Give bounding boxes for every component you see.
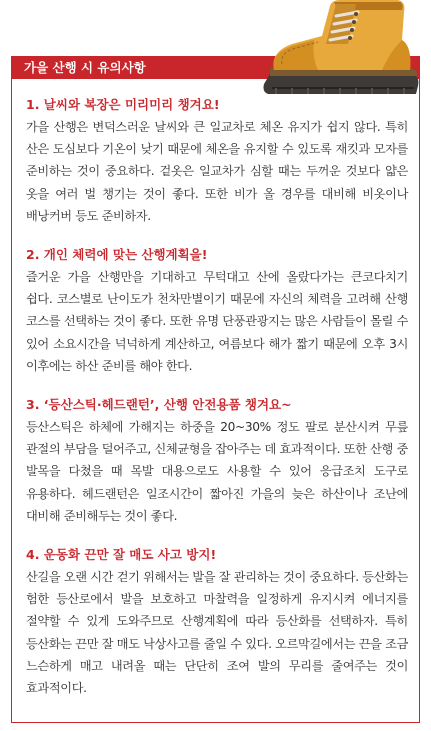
card-title: 가을 산행 시 유의사항: [12, 57, 419, 79]
section-safety-gear: [26, 396, 408, 527]
section-shoelaces: [26, 546, 408, 699]
section-body: 가을 산행은 변덕스러운 날씨와 큰 일교차로 체온 유지가 쉽지 않다. 특히 산은 도심보다 기온이 낮기 때문에 체온을 유지할 수 있도록 재킷과 모자를 준비하는 것이 중요하다. 겉옷은 일교차가 심할 때는 두꺼운 것보다 얇은 옷을 여러 벌 챙기는 것이 좋다. 또한 비가 올 경우를 대비해 비옷이나 배낭커버 등도 준비하자.: [26, 120, 408, 223]
section-title: 2. 개인 체력에 맞는 산행계획을!: [26, 247, 208, 263]
section-weather-clothing: [26, 96, 408, 227]
section-body: 산길을 오랜 시간 걷기 위해서는 발을 잘 관리하는 것이 중요하다. 등산화는 험한 등산로에서 발을 보호하고 마찰력을 일정하게 유지시켜 에너지를 절약할 수 있게 도와주므로 산행계획에 따라 등산화를 선택하자. 특히 등산화는 끈만 잘 매도 낙상사고를 줄일 수 있다. 오르막길에서는 끈을 조금 느슨하게 매고 내려올 때는 단단히 조여 발의 무리를 줄여주는 것이 효과적이다.: [26, 570, 408, 696]
section-title: 1. 날씨와 복장은 미리미리 챙겨요!: [26, 97, 220, 112]
section-hiking-plan: [26, 246, 408, 377]
section-title: 3. ‘등산스틱·헤드랜턴’, 산행 안전용품 챙겨요~: [26, 397, 292, 413]
section-body: 등산스틱은 하체에 가해지는 하중을 20~30% 정도 팔로 분산시켜 무릎 관절의 부담을 덜어주고, 신체균형을 잡아주는 데 효과적이다. 또한 산행 중 발목을 다쳤을 때 목발 대용으로도 사용할 수 있어 응급조치 도구로 유용하다. 헤드랜턴은 일조시간이 짧아진 가을의 늦은 하산이나 조난에 대비해 준비해두는 것이 좋다.: [26, 420, 408, 523]
section-body: 즐거운 가을 산행만을 기대하고 무턱대고 산에 올랐다가는 큰코다치기 쉽다. 코스별로 난이도가 천차만별이기 때문에 자신의 체력을 고려해 산행 코스를 선택하는 것이 좋다. 또한 유명 단풍관광지는 많은 사람들이 몰릴 수 있어 소요시간을 넉넉하게 계산하고, 여름보다 해가 짧기 때문에 오후 3시 이후에는 하산 준비를 해야 한다.: [26, 270, 408, 373]
hiking-boot-icon: [252, 0, 424, 100]
section-title: 4. 운동화 끈만 잘 매도 사고 방지!: [26, 547, 217, 563]
content-area: [26, 96, 408, 718]
